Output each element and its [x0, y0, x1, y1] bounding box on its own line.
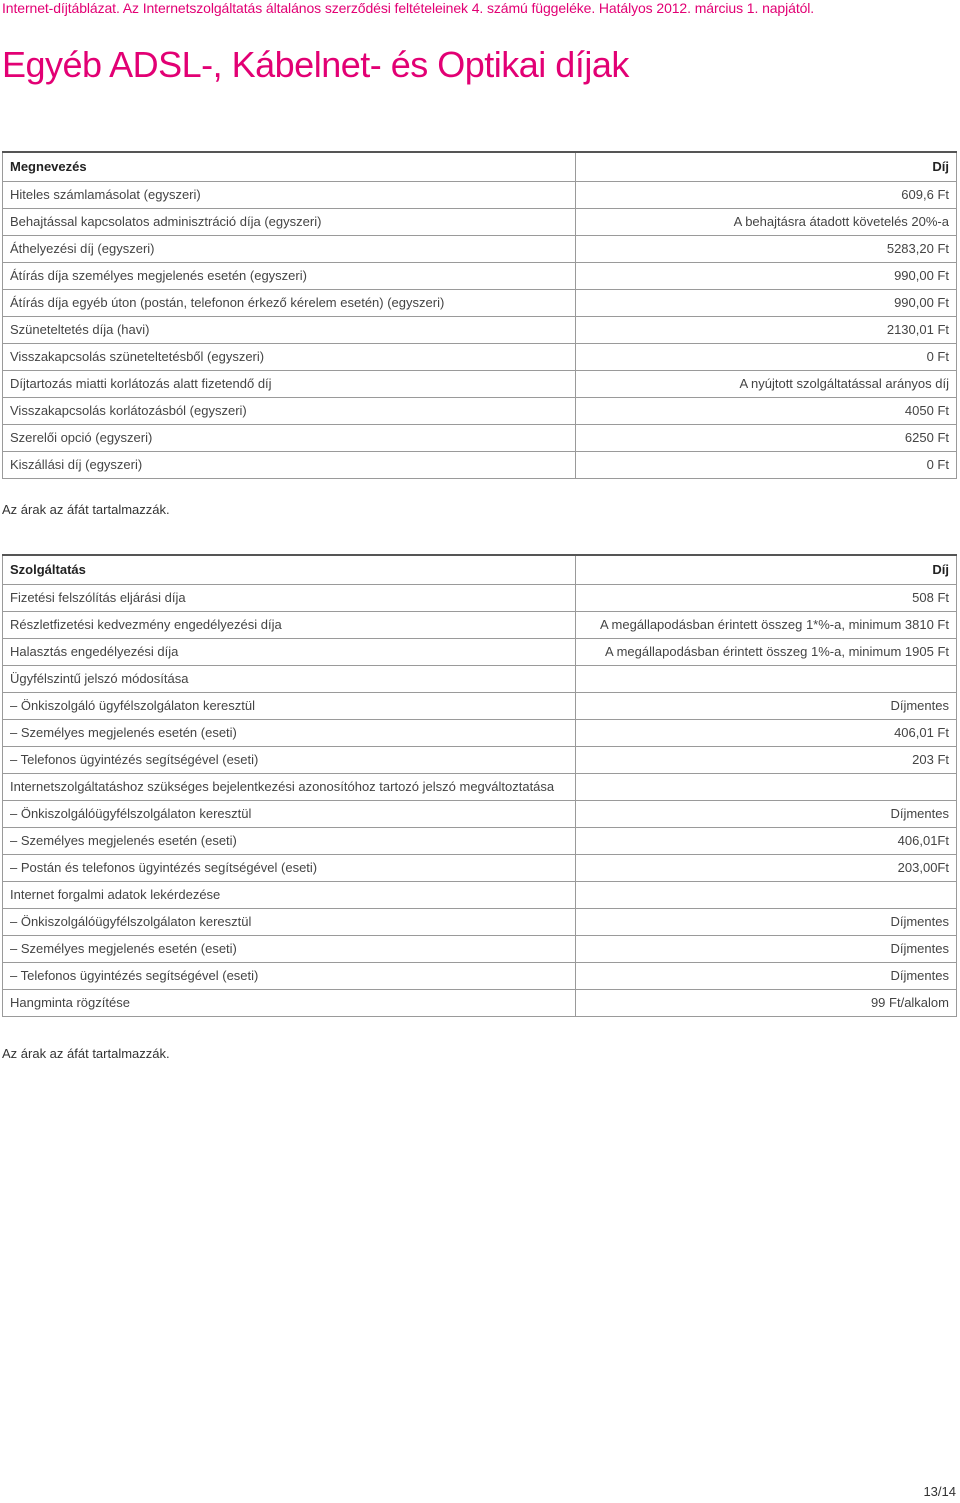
table-row	[3, 584, 957, 611]
table-row	[3, 289, 957, 316]
row-name: – Személyes megjelenés esetén (eseti)	[3, 719, 576, 746]
table-row	[3, 692, 957, 719]
row-name: Behajtással kapcsolatos adminisztráció díja (egyszeri)	[3, 208, 576, 235]
row-fee: 0 Ft	[576, 343, 957, 370]
table-header-row	[3, 152, 957, 181]
row-fee: 508 Ft	[576, 584, 957, 611]
row-name: – Önkiszolgáló ügyfélszolgálaton keresztül	[3, 692, 576, 719]
table-row	[3, 451, 957, 478]
row-name: Átírás díja személyes megjelenés esetén (egyszeri)	[3, 262, 576, 289]
row-fee	[576, 881, 957, 908]
page-number: 13/14	[923, 1484, 956, 1499]
row-fee: Díjmentes	[576, 692, 957, 719]
vat-note: Az árak az áfát tartalmazzák.	[2, 502, 170, 517]
table-row	[3, 235, 957, 262]
table-row	[3, 773, 957, 800]
table-row	[3, 638, 957, 665]
row-name: – Postán és telefonos ügyintézés segítségével (eseti)	[3, 854, 576, 881]
row-fee: A behajtásra átadott követelés 20%-a	[576, 208, 957, 235]
row-fee: 990,00 Ft	[576, 262, 957, 289]
row-fee: A megállapodásban érintett összeg 1*%-a, minimum 3810 Ft	[576, 611, 957, 638]
table-row	[3, 962, 957, 989]
row-name: – Személyes megjelenés esetén (eseti)	[3, 935, 576, 962]
table-row	[3, 989, 957, 1016]
row-name: – Telefonos ügyintézés segítségével (eseti)	[3, 746, 576, 773]
row-name: Szüneteltetés díja (havi)	[3, 316, 576, 343]
row-name: Átírás díja egyéb úton (postán, telefonon érkező kérelem esetén) (egyszeri)	[3, 289, 576, 316]
row-fee: 203,00Ft	[576, 854, 957, 881]
column-header-name: Megnevezés	[3, 152, 576, 181]
row-name: Részletfizetési kedvezmény engedélyezési díja	[3, 611, 576, 638]
row-name: Díjtartozás miatti korlátozás alatt fizetendő díj	[3, 370, 576, 397]
table-row	[3, 665, 957, 692]
table-row	[3, 424, 957, 451]
row-fee: 203 Ft	[576, 746, 957, 773]
table-row	[3, 370, 957, 397]
row-fee: 6250 Ft	[576, 424, 957, 451]
row-name: Internet forgalmi adatok lekérdezése	[3, 881, 576, 908]
table-row	[3, 262, 957, 289]
row-name: Halasztás engedélyezési díja	[3, 638, 576, 665]
row-name: Ügyfélszintű jelszó módosítása	[3, 665, 576, 692]
row-name: Visszakapcsolás korlátozásból (egyszeri)	[3, 397, 576, 424]
row-name: Internetszolgáltatáshoz szükséges bejelentkezési azonosítóhoz tartozó jelszó megváltoztatása	[3, 773, 576, 800]
row-name: Kiszállási díj (egyszeri)	[3, 451, 576, 478]
column-header-fee: Díj	[576, 555, 957, 584]
vat-note: Az árak az áfát tartalmazzák.	[2, 1046, 170, 1061]
table-row	[3, 854, 957, 881]
row-name: Szerelői opció (egyszeri)	[3, 424, 576, 451]
row-name: – Telefonos ügyintézés segítségével (eseti)	[3, 962, 576, 989]
row-name: Fizetési felszólítás eljárási díja	[3, 584, 576, 611]
row-name: – Önkiszolgálóügyfélszolgálaton keresztül	[3, 800, 576, 827]
page-title: Egyéb ADSL-, Kábelnet- és Optikai díjak	[2, 44, 629, 85]
row-fee: 609,6 Ft	[576, 181, 957, 208]
row-fee: Díjmentes	[576, 962, 957, 989]
table-row	[3, 316, 957, 343]
table-row	[3, 827, 957, 854]
row-fee: A megállapodásban érintett összeg 1%-a, minimum 1905 Ft	[576, 638, 957, 665]
fee-table-services	[2, 554, 957, 1017]
table-row	[3, 746, 957, 773]
row-name: Áthelyezési díj (egyszeri)	[3, 235, 576, 262]
row-fee: 406,01 Ft	[576, 719, 957, 746]
row-fee: Díjmentes	[576, 935, 957, 962]
row-fee: Díjmentes	[576, 908, 957, 935]
row-name: – Önkiszolgálóügyfélszolgálaton keresztül	[3, 908, 576, 935]
row-fee	[576, 773, 957, 800]
row-fee: Díjmentes	[576, 800, 957, 827]
table-row	[3, 935, 957, 962]
table-row	[3, 181, 957, 208]
row-fee: 99 Ft/alkalom	[576, 989, 957, 1016]
table-row	[3, 343, 957, 370]
row-fee: 990,00 Ft	[576, 289, 957, 316]
row-fee: 0 Ft	[576, 451, 957, 478]
row-name: Hiteles számlamásolat (egyszeri)	[3, 181, 576, 208]
row-fee: 5283,20 Ft	[576, 235, 957, 262]
row-fee: 4050 Ft	[576, 397, 957, 424]
row-fee	[576, 665, 957, 692]
table-row	[3, 800, 957, 827]
column-header-service: Szolgáltatás	[3, 555, 576, 584]
table-header-row	[3, 555, 957, 584]
row-fee: 406,01Ft	[576, 827, 957, 854]
row-name: Visszakapcsolás szüneteltetésből (egyszeri)	[3, 343, 576, 370]
row-fee: 2130,01 Ft	[576, 316, 957, 343]
table-row	[3, 611, 957, 638]
column-header-fee: Díj	[576, 152, 957, 181]
row-name: Hangminta rögzítése	[3, 989, 576, 1016]
row-name: – Személyes megjelenés esetén (eseti)	[3, 827, 576, 854]
fee-table-general	[2, 151, 957, 479]
table-row	[3, 881, 957, 908]
table-row	[3, 208, 957, 235]
document-header: Internet-díjtáblázat. Az Internetszolgáltatás általános szerződési feltételeinek 4. számú függeléke. Hatályos 2012. március 1. napjától.	[2, 0, 815, 16]
table-row	[3, 908, 957, 935]
table-row	[3, 397, 957, 424]
table-row	[3, 719, 957, 746]
row-fee: A nyújtott szolgáltatással arányos díj	[576, 370, 957, 397]
